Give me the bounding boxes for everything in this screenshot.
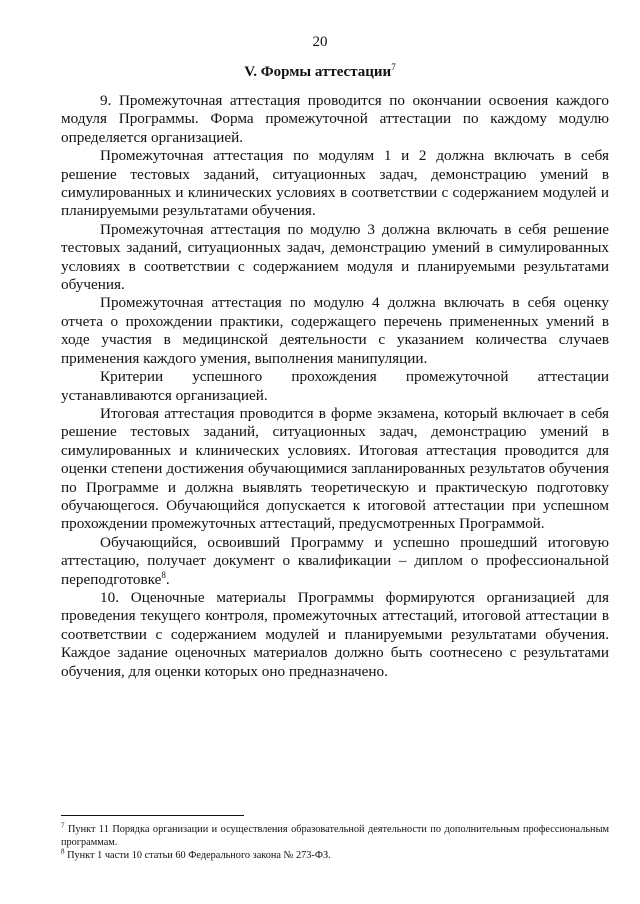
footnote-7-mark: 7: [61, 821, 65, 830]
footnotes: [61, 823, 609, 862]
paragraph-10: 10. Оценочные материалы Программы формируются организацией для проведения текущего контроля, промежуточных аттестаций, итоговой аттестации в соответствии с содержанием модулей и планируемыми результатами обучения. Каждое задание оценочных материалов должно быть соотнесено с результатами обучения, для оценки которых оно предназначено.: [61, 588, 609, 680]
paragraph-module-4: Промежуточная аттестация по модулю 4 должна включать в себя оценку отчета о прохождении практики, содержащего перечень примененных умений в ходе участия в медицинской деятельности с указанием количества случаев применения каждого умения, выполнения манипуляции.: [61, 294, 609, 367]
footnote-8-text: Пункт 1 части 10 статьи 60 Федерального закона № 273-ФЗ.: [67, 850, 331, 861]
body-text: [61, 92, 609, 681]
paragraph-diploma: [61, 534, 609, 589]
footnote-8-mark: 8: [61, 847, 65, 856]
paragraph-module-3: Промежуточная аттестация по модулю 3 должна включать в себя решение тестовых заданий, ситуационных задач, демонстрацию умений в симулированных условиях в соответствии с содержанием модуля и планируемыми результатами обучения.: [61, 220, 609, 294]
section-heading: [0, 62, 640, 81]
footnote-ref-7: 7: [391, 62, 396, 72]
paragraph-modules-1-2: Промежуточная аттестация по модулям 1 и 2 должна включать в себя решение тестовых заданий, ситуационных задач, демонстрацию умений в симулированных и клинических условиях в соответствии с содержанием модулей и планируемыми результатами обучения.: [61, 147, 609, 220]
page-number: 20: [312, 34, 328, 50]
section-title: V. Формы аттестации: [244, 64, 392, 80]
paragraph-criteria: Критерии успешного прохождения промежуточной аттестации устанавливаются организацией.: [61, 368, 609, 404]
footnote-separator: [61, 815, 244, 816]
paragraph-diploma-text: Обучающийся, освоивший Программу и успешно прошедший итоговую аттестацию, получает документ о квалификации – диплом о профессиональной переподготовке: [61, 533, 609, 588]
paragraph-9: 9. Промежуточная аттестация проводится по окончании освоения каждого модуля Программы. Форма промежуточной аттестации по каждому модулю определяется организацией.: [61, 92, 609, 146]
footnote-7-text: Пункт 11 Порядка организации и осуществления образовательной деятельности по дополнительным профессиональным программам.: [61, 824, 610, 848]
paragraph-final-attestation: Итоговая аттестация проводится в форме экзамена, который включает в себя решение тестовых заданий, ситуационных задач, демонстрацию умений в симулированных и клинических условиях. Итоговая аттестация проводится для оценки степени достижения обучающимися запланированных результатов обучения по Программе и должна выявлять теоретическую и практическую подготовку обучающегося. Обучающийся допускается к итоговой аттестации при успешном прохождении промежуточных аттестаций, предусмотренных Программой.: [61, 404, 609, 533]
footnote-ref-8: 8: [161, 569, 166, 580]
footnote-7: [61, 823, 609, 849]
paragraph-diploma-tail: .: [165, 570, 170, 588]
footnote-8: [61, 849, 609, 862]
